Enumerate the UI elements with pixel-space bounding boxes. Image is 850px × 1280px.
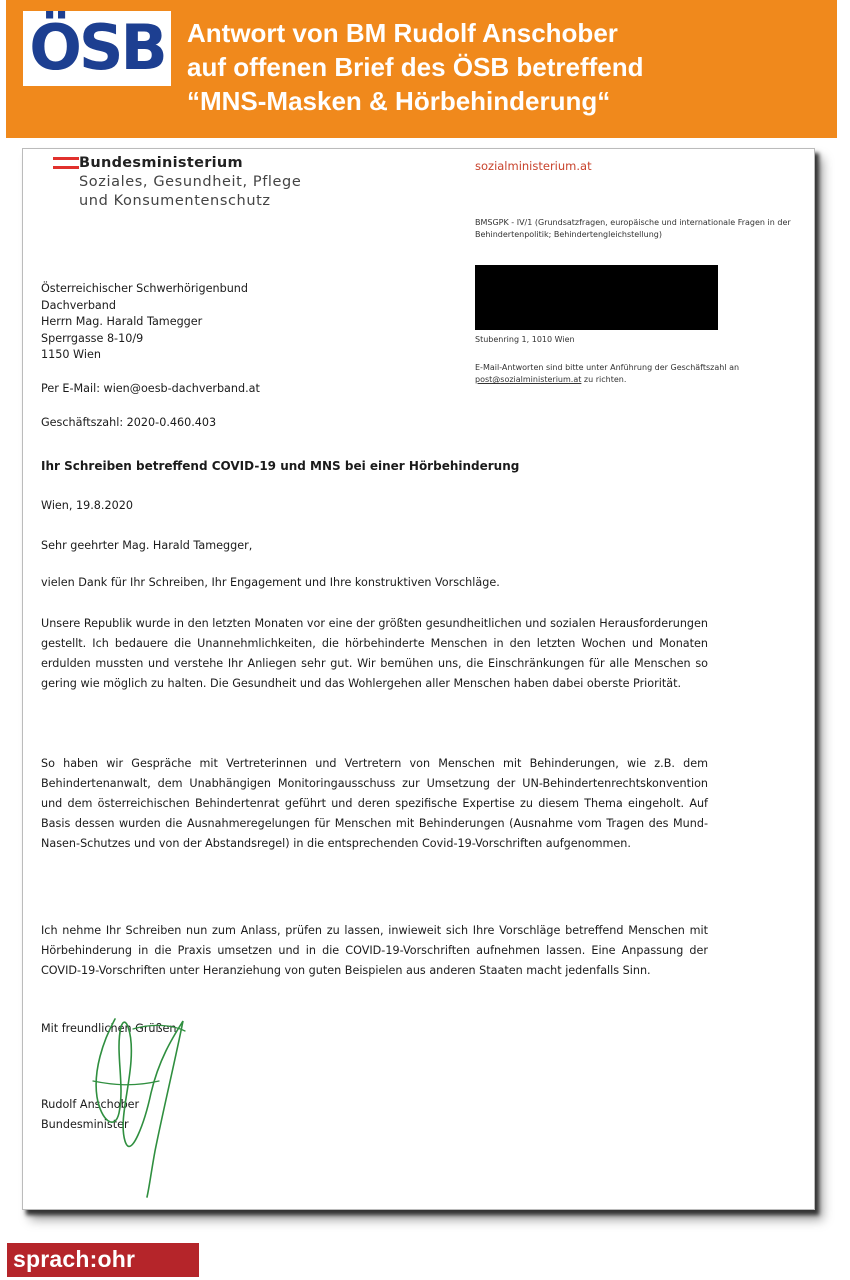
recipient-line: 1150 Wien xyxy=(41,348,101,361)
redacted-block xyxy=(475,265,718,330)
letter-document xyxy=(23,149,814,1209)
reference-number: Geschäftszahl: 2020-0.460.403 xyxy=(41,416,217,429)
paragraph-3: So haben wir Gespräche mit Vertreterinnen und Vertretern von Menschen mit Behinderungen, wie z.B. dem Behindertenanwalt, dem Unabhängigen Monitoringausschuss zur Umsetzung der UN-Behindertenrechtskonvention und dem österreichischen Behindertenrat geführt und deren spezifische Expertise zu diesem Thema eingeholt. Auf Basis dessen wurden die Ausnahmeregelungen für Menschen mit Behinderungen (Ausnahme vom Tragen des Mund-Nasen-Schutzes und von der Abstandsregel) in die entsprechenden Covid-19-Vorschriften aufgenommen. xyxy=(41,757,708,850)
recipient-line: Sperrgasse 8-10/9 xyxy=(41,331,144,345)
austria-flag-icon xyxy=(53,157,79,171)
recipient-line: Dachverband xyxy=(41,298,116,312)
per-email-line: Per E-Mail: wien@oesb-dachverband.at xyxy=(41,382,260,395)
recipient-line: Herrn Mag. Harald Tamegger xyxy=(41,315,203,328)
paragraph-4: Ich nehme Ihr Schreiben nun zum Anlass, prüfen zu lassen, inwieweit sich Ihre Vorschläge betreffend Menschen mit Hörbehinderung in die Praxis umsetzen und in die COVID-19-Vorschriften aufnehmen lassen. Eine Anpassung der COVID-19-Vorschriften unter Heranziehung von guten Beispielen aus anderen Staaten macht jedenfalls Sinn. xyxy=(41,924,708,977)
banner-title-line-2: auf offenen Brief des ÖSB betreffend xyxy=(187,52,644,82)
oesb-logo xyxy=(23,11,171,86)
recipient-line: Österreichischer Schwerhörigenbund xyxy=(41,282,248,295)
paragraph-2: Unsere Republik wurde in den letzten Monaten vor eine der größten gesundheitlichen und sozialen Herausforderungen gestellt. Ich bedauere die Unannehmlichkeiten, die hörbehinderte Menschen in den letzten Wochen und Monaten erdulden mussten und verstehe Ihr Anliegen sehr gut. Wir bemühen uns, die Einschränkungen für alle Menschen so gering wie möglich zu halten. Die Gesundheit und das Wohlergehen aller Menschen haben dabei oberste Priorität. xyxy=(41,617,708,690)
email-reply-note xyxy=(475,362,785,386)
letter-date: Wien, 19.8.2020 xyxy=(41,499,133,512)
oesb-logo-text: ÖSB xyxy=(29,11,165,84)
department-info: BMSGPK - IV/1 (Grundsatzfragen, europäische und internationale Fragen in der Behindertenpolitik; Behindertengleichstellung) xyxy=(475,218,791,239)
letter-page xyxy=(22,148,815,1210)
signer-name: Rudolf Anschober xyxy=(41,1098,140,1111)
signer-title: Bundesminister xyxy=(41,1118,129,1131)
banner-title xyxy=(187,16,827,118)
email-note-link: post@sozialministerium.at xyxy=(475,375,582,384)
handwritten-signature xyxy=(63,1001,213,1201)
ministry-line-3: und Konsumentenschutz xyxy=(79,193,271,209)
sprachohr-logo xyxy=(7,1243,199,1277)
ministry-website: sozialministerium.at xyxy=(475,159,592,173)
header-banner xyxy=(6,0,837,138)
email-note-text: E-Mail-Antworten sind bitte unter Anführung der Geschäftszahl an xyxy=(475,363,740,372)
ministry-line-1: Bundesministerium xyxy=(79,155,243,171)
ministry-name xyxy=(79,154,301,211)
ministry-address: Stubenring 1, 1010 Wien xyxy=(475,335,575,344)
paragraph-1: vielen Dank für Ihr Schreiben, Ihr Engagement und Ihre konstruktiven Vorschläge. xyxy=(41,576,500,589)
email-note-end: zu richten. xyxy=(581,375,627,384)
banner-title-line-1: Antwort von BM Rudolf Anschober xyxy=(187,18,618,48)
banner-title-line-3: “MNS-Masken & Hörbehinderung“ xyxy=(187,86,611,116)
ministry-line-2: Soziales, Gesundheit, Pflege xyxy=(79,174,302,190)
closing: Mit freundlichen Grüßen xyxy=(41,1022,177,1035)
recipient-address xyxy=(41,281,248,364)
sprachohr-logo-text: sprach:ohr xyxy=(13,1246,136,1272)
salutation: Sehr geehrter Mag. Harald Tamegger, xyxy=(41,539,253,552)
letter-subject: Ihr Schreiben betreffend COVID-19 und MNS bei einer Hörbehinderung xyxy=(41,459,520,473)
